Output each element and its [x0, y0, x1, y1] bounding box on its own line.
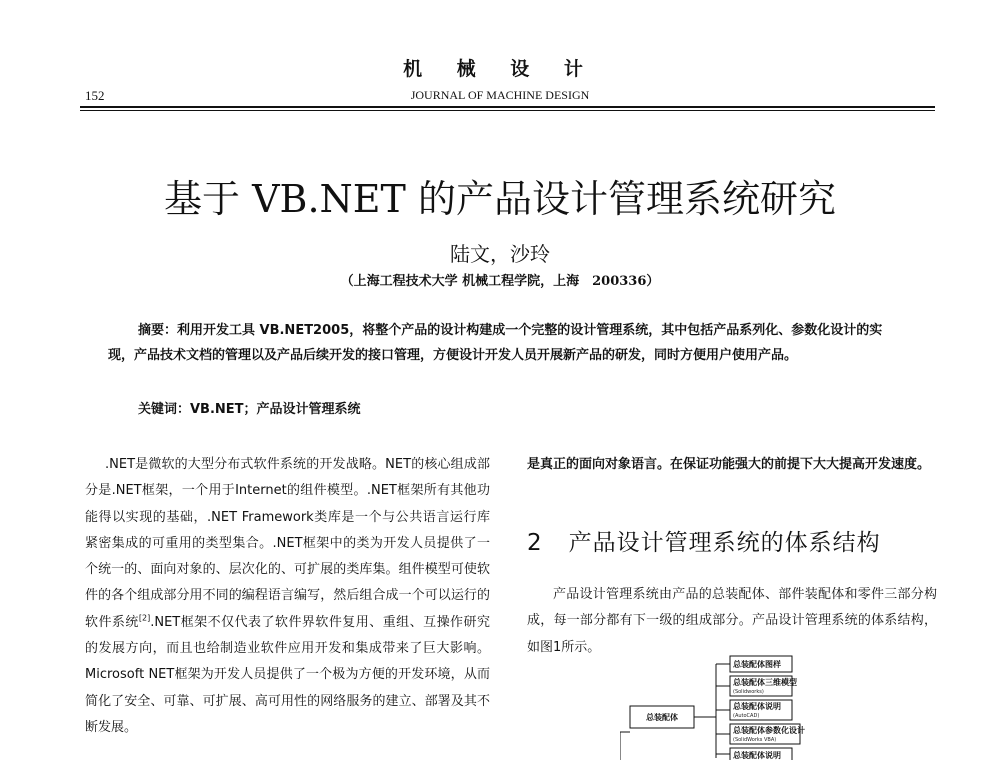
header-rule-thick: [80, 106, 935, 108]
child-label-4: 总装配体说明: [733, 751, 781, 760]
child-label-0: 总装配体图样: [733, 660, 781, 669]
left-paragraph-part-a: .NET是微软的大型分布式软件系统的开发战略。NET的核心组成部分是.NET框架，一个用于Internet的组件模型。.NET框架所有其他功能得以实现的基础，.NET Framework类库是一个与公共语言运行库紧密集成的可重用的类型集合。.NET框架中的类为开发人员提供了一个统一的、面向对象的、层次化的、可扩展的类库集。组件模型可使软件的各个组成部分用不同的编程语言编写，然后组合成一个可以运行的软件系统: [85, 457, 490, 630]
child-label-2: 总装配体说明: [733, 702, 781, 711]
root-node-label: 总装配体: [646, 713, 678, 722]
left-paragraph-part-b: .NET框架不仅代表了软件界软件复用、重组、互操作研究的发展方向，而且也给制造业软件应用开发和集成带来了巨大影响。Microsoft NET框架为开发人员提供了一个极为方便的开发环境，从而简化了安全、可靠、可扩展、高可用性的网络服务的建立、部署及其不断发展。: [85, 614, 490, 735]
header-rule-thin: [80, 110, 935, 111]
architecture-diagram: [620, 650, 820, 760]
citation-ref: [2]: [138, 613, 151, 623]
keywords: 关键词：VB.NET；产品设计管理系统: [138, 402, 361, 417]
right-column-paragraph: 产品设计管理系统由产品的总装配体、部件装配体和零件三部分构成，每一部分都有下一级的组成部分。产品设计管理系统的体系结构，如图1所示。: [527, 587, 937, 655]
article-title: 基于 VB.NET 的产品设计管理系统研究: [164, 177, 836, 221]
architecture-figure: [620, 650, 820, 760]
child-sub-2: (AutoCAD): [733, 713, 760, 719]
article-authors: 陆文，沙玲: [450, 242, 550, 266]
abstract: 摘要：利用开发工具 VB.NET2005，将整个产品的设计构建成一个完整的设计管理系统，其中包括产品系列化、参数化设计的实现，产品技术文档的管理以及产品后续开发的接口管理，方便设计开发人员开展新产品的研发，同时方便用户使用产品。: [108, 323, 883, 363]
child-sub-1: (Solidworks): [733, 689, 764, 695]
page-number: 152: [85, 88, 105, 103]
child-label-1: 总装配体三维模型: [733, 678, 797, 687]
journal-title-en: JOURNAL OF MACHINE DESIGN: [410, 88, 590, 102]
article-affiliation: （上海工程技术大学 机械工程学院，上海 200336）: [340, 274, 660, 289]
right-column-continuation: 是真正的面向对象语言。在保证功能强大的前提下大大提高开发速度。: [527, 457, 931, 472]
child-label-3: 总装配体参数化设计: [733, 726, 805, 735]
journal-title-cn: 机 械 设 计: [403, 58, 597, 80]
child-sub-3: (SolidWorks VBA): [733, 737, 777, 743]
section-title: 产品设计管理系统的体系结构: [568, 530, 881, 556]
left-column-text: [85, 452, 490, 741]
section-number: 2: [527, 530, 543, 556]
section-heading: [527, 524, 881, 557]
